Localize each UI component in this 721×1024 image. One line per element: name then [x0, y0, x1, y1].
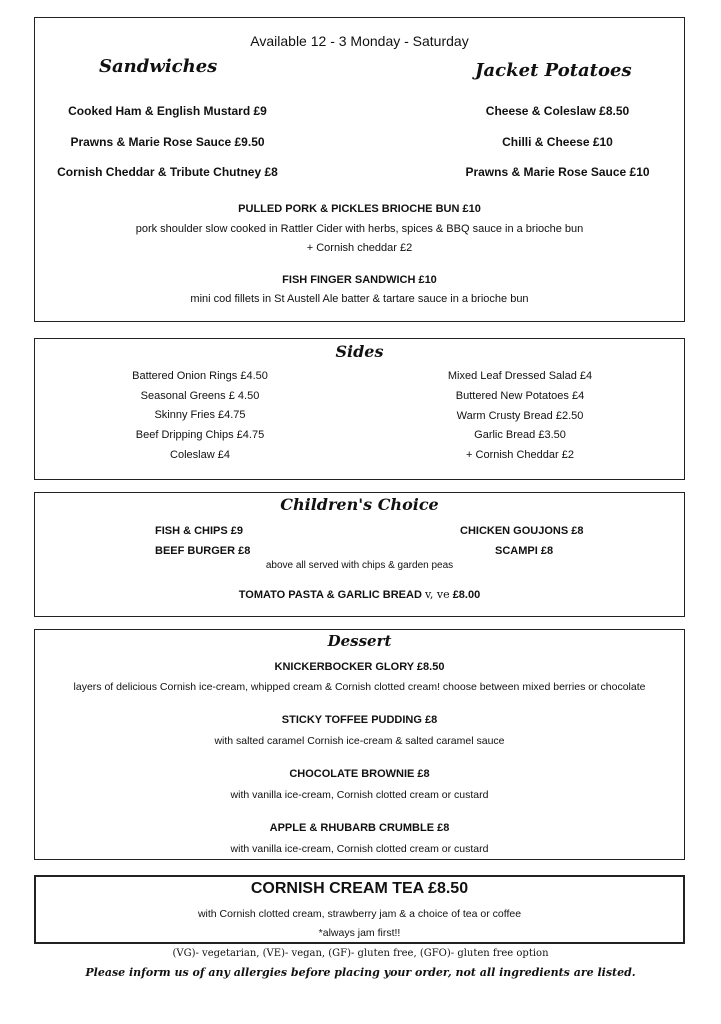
side-item: Skinny Fries £4.75: [154, 409, 246, 421]
sandwiches-heading: Sandwiches: [99, 56, 218, 77]
side-item: Buttered New Potatoes £4: [455, 390, 585, 402]
dietary-key: (VG)- vegetarian, (VE)- vegan, (GF)- gluten free, (GFO)- gluten free option: [172, 948, 549, 959]
side-item: Warm Crusty Bread £2.50: [456, 410, 584, 422]
dessert-description: with vanilla ice-cream, Cornish clotted cream or custard: [230, 843, 489, 855]
lunch-section: [34, 17, 685, 322]
dessert-heading: Dessert: [327, 632, 392, 650]
dessert-name: STICKY TOFFEE PUDDING £8: [281, 714, 438, 726]
allergy-notice: Please inform us of any allergies before placing your order, not all ingredients are listed.: [85, 966, 636, 979]
cream-tea-section: [34, 875, 685, 944]
side-item: + Cornish Cheddar £2: [466, 449, 574, 461]
jacket-potatoes-heading: Jacket Potatoes: [475, 60, 632, 81]
potato-item: Chilli & Cheese £10: [502, 135, 613, 149]
children-note: above all served with chips & garden peas: [265, 560, 454, 571]
children-item: SCAMPI £8: [495, 545, 554, 557]
side-item: Seasonal Greens £ 4.50: [140, 390, 260, 402]
childrens-choice-heading: Children's Choice: [280, 495, 439, 514]
children-item: BEEF BURGER £8: [155, 545, 251, 557]
dessert-name: APPLE & RHUBARB CRUMBLE £8: [269, 822, 450, 834]
brioche-bun-extra: + Cornish cheddar £2: [306, 242, 413, 254]
brioche-bun-description: pork shoulder slow cooked in Rattler Cider with herbs, spices & BBQ sauce in a brioche bun: [135, 223, 584, 235]
sandwich-item: Prawns & Marie Rose Sauce £9.50: [70, 135, 265, 149]
availability-text: Available 12 - 3 Monday - Saturday: [250, 33, 469, 49]
sides-heading: Sides: [335, 342, 384, 361]
brioche-bun-title: PULLED PORK & PICKLES BRIOCHE BUN £10: [238, 203, 481, 215]
cream-tea-note: *always jam first!!: [318, 927, 401, 939]
dessert-description: layers of delicious Cornish ice-cream, whipped cream & Cornish clotted cream! choose between mixed berries or chocolate: [73, 681, 646, 693]
dessert-name: CHOCOLATE BROWNIE £8: [289, 768, 430, 780]
tomato-pasta-price: £8.00: [452, 589, 481, 601]
potato-item: Prawns & Marie Rose Sauce £10: [465, 165, 650, 179]
side-item: Coleslaw £4: [170, 449, 230, 461]
tomato-pasta-name: TOMATO PASTA & GARLIC BREAD: [238, 589, 422, 601]
cream-tea-title: CORNISH CREAM TEA £8.50: [250, 880, 469, 897]
dessert-description: with salted caramel Cornish ice-cream & salted caramel sauce: [214, 735, 505, 747]
children-item: FISH & CHIPS £9: [155, 525, 244, 537]
sides-section: [34, 338, 685, 480]
tomato-pasta-diet: v, ve: [424, 588, 450, 601]
side-item: Garlic Bread £3.50: [474, 429, 566, 441]
fish-finger-description: mini cod fillets in St Austell Ale batter & tartare sauce in a brioche bun: [190, 293, 529, 305]
children-item: CHICKEN GOUJONS £8: [460, 525, 584, 537]
cream-tea-description: with Cornish clotted cream, strawberry jam & a choice of tea or coffee: [197, 908, 522, 920]
dessert-section: [34, 629, 685, 860]
side-item: Mixed Leaf Dressed Salad £4: [447, 370, 593, 382]
childrens-choice-section: [34, 492, 685, 617]
dessert-description: with vanilla ice-cream, Cornish clotted cream or custard: [230, 789, 489, 801]
side-item: Beef Dripping Chips £4.75: [135, 429, 265, 441]
side-item: Battered Onion Rings £4.50: [132, 370, 268, 382]
fish-finger-title: FISH FINGER SANDWICH £10: [282, 274, 437, 286]
sandwich-item: Cornish Cheddar & Tribute Chutney £8: [57, 165, 278, 179]
potato-item: Cheese & Coleslaw £8.50: [485, 104, 630, 118]
tomato-pasta-line: [35, 588, 684, 601]
sandwich-item: Cooked Ham & English Mustard £9: [68, 104, 267, 118]
dessert-name: KNICKERBOCKER GLORY £8.50: [274, 661, 445, 673]
